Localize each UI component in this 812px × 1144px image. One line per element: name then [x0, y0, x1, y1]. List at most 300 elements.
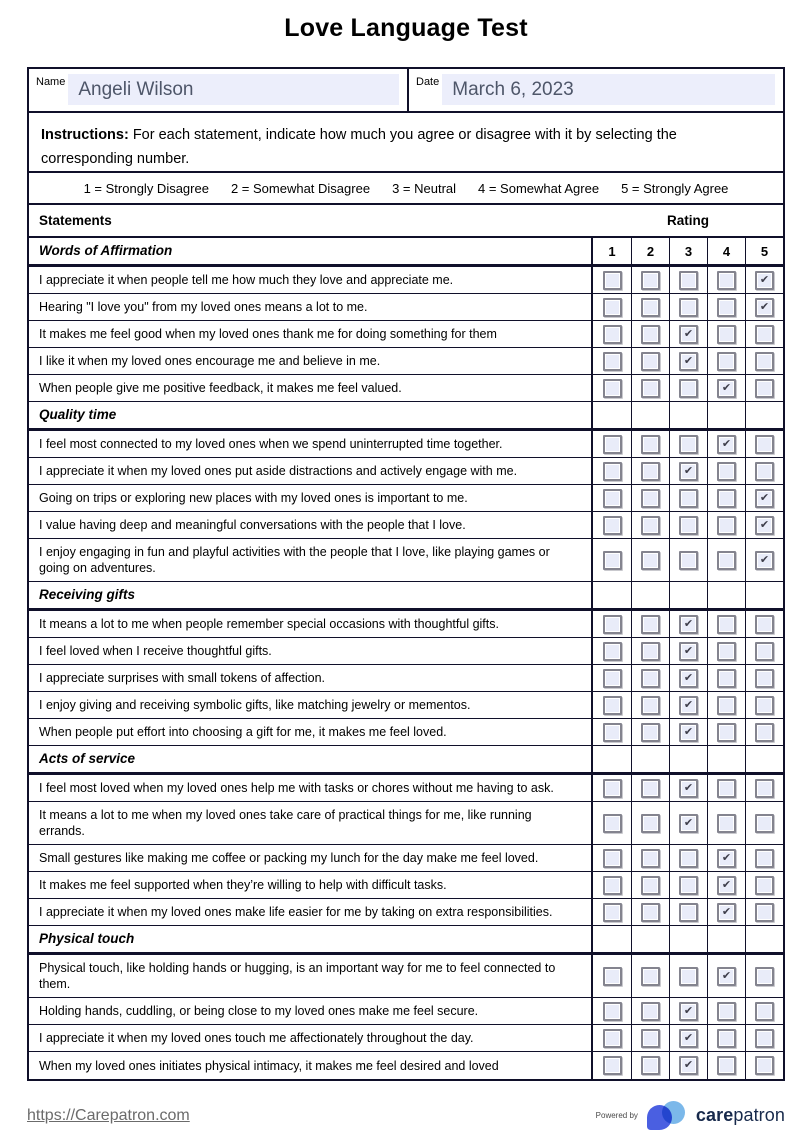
rating-checkbox-1[interactable] [603, 462, 622, 481]
rating-cell-4 [707, 348, 745, 374]
rating-checkbox-2[interactable] [641, 723, 660, 742]
rating-cell-3 [669, 692, 707, 718]
statement-text: Going on trips or exploring new places with my loved ones is important to me. [29, 485, 593, 511]
rating-checkbox-5[interactable] [755, 615, 774, 634]
statement-text: Hearing "I love you" from my loved ones means a lot to me. [29, 294, 593, 320]
rating-cell-1 [593, 1025, 631, 1051]
rating-checkbox-2[interactable] [641, 516, 660, 535]
section-header-words-of-affirmation [29, 238, 783, 267]
rating-checkbox-3-checked[interactable] [679, 696, 698, 715]
section-title: Quality time [29, 402, 593, 428]
rating-cell-1 [593, 955, 631, 997]
instructions-body: For each statement, indicate how much you agree or disagree with it by selecting the corresponding number. [41, 127, 677, 167]
rating-checkbox-4[interactable] [717, 462, 736, 481]
rating-checkbox-4[interactable] [717, 779, 736, 798]
rating-checkbox-1[interactable] [603, 551, 622, 570]
rating-checkbox-3[interactable] [679, 967, 698, 986]
rating-cell-4 [707, 431, 745, 457]
rating-cell-3 [669, 611, 707, 637]
rating-cell-1 [593, 611, 631, 637]
rating-number-4: 4 [707, 238, 745, 264]
instructions-text [29, 113, 783, 173]
rating-cell-1 [593, 458, 631, 484]
rating-checkbox-5[interactable] [755, 903, 774, 922]
rating-cell-1 [593, 719, 631, 745]
rating-cell-4 [707, 872, 745, 898]
rating-cell-3 [669, 872, 707, 898]
carepatron-wordmark: carepatron [695, 1105, 785, 1125]
rating-cell-3 [669, 539, 707, 581]
statement-row [29, 802, 783, 845]
rating-checkbox-4[interactable] [717, 1002, 736, 1021]
scale-legend-item: 1 = Strongly Disagree [83, 180, 209, 196]
rating-checkbox-3-checked[interactable] [679, 779, 698, 798]
rating-cell-2 [631, 872, 669, 898]
section-header-physical-touch [29, 926, 783, 955]
statement-row [29, 294, 783, 321]
rating-checkbox-3-checked[interactable] [679, 814, 698, 833]
rating-checkbox-1[interactable] [603, 271, 622, 290]
rating-checkbox-4-checked[interactable] [717, 903, 736, 922]
rating-cell-1 [593, 802, 631, 844]
statement-text: It means a lot to me when my loved ones take care of practical things for me, like running errands. [29, 802, 593, 844]
rating-checkbox-5[interactable] [755, 435, 774, 454]
rating-column-header: Rating [667, 213, 709, 228]
rating-checkbox-4[interactable] [717, 352, 736, 371]
rating-cell-5 [745, 375, 783, 401]
rating-checkbox-2[interactable] [641, 967, 660, 986]
rating-cell-3 [669, 802, 707, 844]
rating-cell-2 [631, 955, 669, 997]
rating-cell-5 [745, 267, 783, 293]
rating-cell-3 [669, 267, 707, 293]
statement-text: Small gestures like making me coffee or packing my lunch for the day make me feel loved. [29, 845, 593, 871]
rating-checkbox-1[interactable] [603, 642, 622, 661]
empty-rating-cell [669, 926, 707, 952]
statement-text: I feel most loved when my loved ones help me with tasks or chores without me having to ask. [29, 775, 593, 801]
rating-cell-3 [669, 431, 707, 457]
name-date-row [29, 69, 783, 113]
rating-cell-3 [669, 348, 707, 374]
empty-rating-cell [745, 582, 783, 608]
rating-cell-5 [745, 719, 783, 745]
scale-legend-item: 4 = Somewhat Agree [478, 180, 600, 196]
rating-checkbox-5[interactable] [755, 642, 774, 661]
rating-checkbox-3-checked[interactable] [679, 1056, 698, 1075]
rating-checkbox-4-checked[interactable] [717, 967, 736, 986]
rating-cell-4 [707, 267, 745, 293]
rating-checkbox-5[interactable] [755, 1002, 774, 1021]
empty-rating-cell [745, 926, 783, 952]
rating-checkbox-4[interactable] [717, 642, 736, 661]
rating-checkbox-2[interactable] [641, 876, 660, 895]
rating-cell-2 [631, 802, 669, 844]
rating-checkbox-3[interactable] [679, 435, 698, 454]
statement-row [29, 872, 783, 899]
statement-row [29, 539, 783, 582]
empty-rating-cell [707, 746, 745, 772]
rating-cell-3 [669, 665, 707, 691]
rating-checkbox-1[interactable] [603, 903, 622, 922]
rating-checkbox-3-checked[interactable] [679, 615, 698, 634]
rating-cell-4 [707, 955, 745, 997]
empty-rating-cell [669, 746, 707, 772]
rating-checkbox-5-checked[interactable] [755, 271, 774, 290]
rating-cell-5 [745, 1052, 783, 1079]
rating-checkbox-3[interactable] [679, 849, 698, 868]
rating-cell-2 [631, 899, 669, 925]
rating-cell-2 [631, 294, 669, 320]
section-header-receiving-gifts [29, 582, 783, 611]
rating-checkbox-2[interactable] [641, 462, 660, 481]
rating-cell-5 [745, 294, 783, 320]
statement-text: It makes me feel good when my loved ones thank me for doing something for them [29, 321, 593, 347]
name-field-cell [29, 69, 407, 111]
rating-checkbox-5-checked[interactable] [755, 516, 774, 535]
statement-text: When my loved ones initiates physical intimacy, it makes me feel desired and loved [29, 1052, 593, 1079]
rating-checkbox-4[interactable] [717, 615, 736, 634]
carepatron-brand [596, 1101, 785, 1130]
rating-cell-1 [593, 431, 631, 457]
rating-cell-1 [593, 872, 631, 898]
rating-cell-2 [631, 321, 669, 347]
rating-cell-4 [707, 485, 745, 511]
rating-checkbox-3-checked[interactable] [679, 642, 698, 661]
empty-rating-cell [631, 582, 669, 608]
rating-checkbox-4[interactable] [717, 696, 736, 715]
rating-checkbox-5[interactable] [755, 696, 774, 715]
rating-checkbox-1[interactable] [603, 352, 622, 371]
rating-checkbox-3[interactable] [679, 876, 698, 895]
rating-checkbox-2[interactable] [641, 1056, 660, 1075]
rating-checkbox-5[interactable] [755, 462, 774, 481]
rating-checkbox-3[interactable] [679, 903, 698, 922]
statement-text: Physical touch, like holding hands or hugging, is an important way for me to feel connected to them. [29, 955, 593, 997]
carepatron-logo-icon [647, 1101, 687, 1130]
rating-cell-2 [631, 1025, 669, 1051]
rating-checkbox-2[interactable] [641, 435, 660, 454]
rating-cell-2 [631, 775, 669, 801]
rating-checkbox-3-checked[interactable] [679, 723, 698, 742]
rating-cell-2 [631, 845, 669, 871]
statement-text: It means a lot to me when people remember special occasions with thoughtful gifts. [29, 611, 593, 637]
rating-checkbox-2[interactable] [641, 849, 660, 868]
name-label: Name [36, 76, 66, 88]
rating-checkbox-2[interactable] [641, 325, 660, 344]
rating-checkbox-2[interactable] [641, 779, 660, 798]
rating-cell-5 [745, 485, 783, 511]
rating-cell-3 [669, 294, 707, 320]
statement-text: When people put effort into choosing a gift for me, it makes me feel loved. [29, 719, 593, 745]
rating-number-1: 1 [608, 243, 616, 259]
rating-checkbox-2[interactable] [641, 1029, 660, 1048]
rating-checkbox-4[interactable] [717, 516, 736, 535]
rating-checkbox-1[interactable] [603, 779, 622, 798]
rating-checkbox-4[interactable] [717, 271, 736, 290]
rating-cell-5 [745, 1025, 783, 1051]
rating-cell-5 [745, 458, 783, 484]
rating-checkbox-1[interactable] [603, 876, 622, 895]
rating-checkbox-5[interactable] [755, 967, 774, 986]
statement-text: Holding hands, cuddling, or being close to my loved ones make me feel secure. [29, 998, 593, 1024]
rating-cell-1 [593, 1052, 631, 1079]
rating-cell-5 [745, 512, 783, 538]
rating-checkbox-5-checked[interactable] [755, 489, 774, 508]
rating-checkbox-1[interactable] [603, 489, 622, 508]
rating-checkbox-5[interactable] [755, 669, 774, 688]
rating-checkbox-4[interactable] [717, 325, 736, 344]
rating-cell-3 [669, 638, 707, 664]
statement-row [29, 321, 783, 348]
carepatron-link[interactable]: https://Carepatron.com [27, 1106, 190, 1124]
empty-rating-cell [669, 582, 707, 608]
statement-row [29, 458, 783, 485]
rating-checkbox-4[interactable] [717, 723, 736, 742]
instructions-label: Instructions: [41, 127, 129, 143]
rating-checkbox-4-checked[interactable] [717, 849, 736, 868]
rating-cell-1 [593, 294, 631, 320]
statement-row [29, 665, 783, 692]
empty-rating-cell [669, 402, 707, 428]
date-label: Date [416, 76, 440, 88]
rating-checkbox-3[interactable] [679, 489, 698, 508]
rating-checkbox-2[interactable] [641, 615, 660, 634]
rating-checkbox-3-checked[interactable] [679, 669, 698, 688]
rating-checkbox-2[interactable] [641, 642, 660, 661]
rating-cell-5 [745, 321, 783, 347]
rating-checkbox-1[interactable] [603, 967, 622, 986]
rating-checkbox-4[interactable] [717, 669, 736, 688]
rating-cell-5 [745, 665, 783, 691]
rating-checkbox-5[interactable] [755, 814, 774, 833]
rating-checkbox-1[interactable] [603, 723, 622, 742]
rating-number-2: 2 [631, 238, 669, 264]
rating-cell-5 [745, 692, 783, 718]
rating-checkbox-1[interactable] [603, 849, 622, 868]
rating-checkbox-2[interactable] [641, 352, 660, 371]
rating-checkbox-1[interactable] [603, 669, 622, 688]
rating-checkbox-2[interactable] [641, 551, 660, 570]
statement-row [29, 775, 783, 802]
statement-row [29, 845, 783, 872]
powered-by-label: Powered by [595, 1111, 638, 1120]
rating-cell-4 [707, 458, 745, 484]
table-header-row [29, 205, 783, 238]
rating-cell-2 [631, 431, 669, 457]
rating-cell-2 [631, 998, 669, 1024]
rating-checkbox-2[interactable] [641, 379, 660, 398]
rating-checkbox-1[interactable] [603, 1056, 622, 1075]
rating-checkbox-4[interactable] [717, 298, 736, 317]
empty-rating-cell [593, 926, 631, 952]
statement-row [29, 1052, 783, 1079]
rating-cell-4 [707, 1025, 745, 1051]
rating-checkbox-4[interactable] [717, 1029, 736, 1048]
statement-row [29, 485, 783, 512]
rating-cell-2 [631, 539, 669, 581]
rating-cell-1 [593, 845, 631, 871]
statement-text: I enjoy giving and receiving symbolic gifts, like matching jewelry or mementos. [29, 692, 593, 718]
rating-checkbox-2[interactable] [641, 271, 660, 290]
statements-table-body [29, 238, 783, 1079]
rating-checkbox-5[interactable] [755, 1029, 774, 1048]
rating-checkbox-5[interactable] [755, 876, 774, 895]
rating-checkbox-3-checked[interactable] [679, 352, 698, 371]
rating-checkbox-5-checked[interactable] [755, 551, 774, 570]
rating-checkbox-5[interactable] [755, 1056, 774, 1075]
scale-legend-item: 2 = Somewhat Disagree [230, 180, 371, 196]
statement-text: I appreciate it when my loved ones touch me affectionately throughout the day. [29, 1025, 593, 1051]
page-title: Love Language Test [284, 14, 528, 42]
rating-checkbox-3-checked[interactable] [679, 1029, 698, 1048]
statement-row [29, 638, 783, 665]
statement-row [29, 348, 783, 375]
rating-scale-legend [29, 173, 783, 205]
rating-cell-4 [707, 321, 745, 347]
section-header-acts-of-service [29, 746, 783, 775]
rating-cell-4 [707, 998, 745, 1024]
scale-legend-item: 3 = Neutral [392, 180, 457, 196]
rating-checkbox-2[interactable] [641, 903, 660, 922]
statement-text: I feel loved when I receive thoughtful gifts. [29, 638, 593, 664]
rating-checkbox-1[interactable] [603, 1002, 622, 1021]
rating-checkbox-1[interactable] [603, 325, 622, 344]
rating-checkbox-3[interactable] [679, 379, 698, 398]
rating-cell-4 [707, 638, 745, 664]
rating-checkbox-4-checked[interactable] [717, 435, 736, 454]
name-input[interactable]: Angeli Wilson [68, 74, 399, 105]
rating-checkbox-2[interactable] [641, 489, 660, 508]
rating-checkbox-1[interactable] [603, 435, 622, 454]
rating-cell-3 [669, 1052, 707, 1079]
section-title: Receiving gifts [29, 582, 593, 608]
empty-rating-cell [631, 926, 669, 952]
rating-checkbox-5[interactable] [755, 849, 774, 868]
rating-checkbox-3[interactable] [679, 271, 698, 290]
rating-cell-2 [631, 267, 669, 293]
rating-cell-1 [593, 638, 631, 664]
rating-cell-3 [669, 719, 707, 745]
empty-rating-cell [707, 582, 745, 608]
statement-text: It makes me feel supported when they’re willing to help with difficult tasks. [29, 872, 593, 898]
rating-checkbox-5[interactable] [755, 779, 774, 798]
rating-checkbox-2[interactable] [641, 669, 660, 688]
rating-checkbox-4[interactable] [717, 814, 736, 833]
rating-cell-1 [593, 512, 631, 538]
rating-number-3: 3 [669, 238, 707, 264]
statement-text: I appreciate surprises with small tokens of affection. [29, 665, 593, 691]
rating-cell-3 [669, 899, 707, 925]
rating-cell-4 [707, 719, 745, 745]
empty-rating-cell [707, 926, 745, 952]
rating-cell-5 [745, 802, 783, 844]
rating-cell-4 [707, 802, 745, 844]
rating-checkbox-2[interactable] [641, 1002, 660, 1021]
rating-cell-4 [707, 775, 745, 801]
rating-checkbox-1[interactable] [603, 379, 622, 398]
section-title: Words of Affirmation [29, 238, 593, 264]
rating-checkbox-2[interactable] [641, 696, 660, 715]
statement-text: I feel most connected to my loved ones when we spend uninterrupted time together. [29, 431, 593, 457]
rating-cell-1 [593, 692, 631, 718]
rating-checkbox-5[interactable] [755, 325, 774, 344]
section-title: Physical touch [29, 926, 593, 952]
empty-rating-cell [707, 402, 745, 428]
rating-checkbox-5[interactable] [755, 723, 774, 742]
rating-cell-1 [593, 665, 631, 691]
rating-cell-3 [669, 375, 707, 401]
rating-cell-4 [707, 539, 745, 581]
rating-checkbox-5[interactable] [755, 379, 774, 398]
rating-cell-3 [669, 512, 707, 538]
statement-text: I value having deep and meaningful conversations with the people that I love. [29, 512, 593, 538]
statement-text: I like it when my loved ones encourage me and believe in me. [29, 348, 593, 374]
rating-checkbox-4[interactable] [717, 1056, 736, 1075]
rating-checkbox-3[interactable] [679, 551, 698, 570]
rating-checkbox-4-checked[interactable] [717, 379, 736, 398]
statement-text: I appreciate it when my loved ones make life easier for me by taking on extra responsibilities. [29, 899, 593, 925]
rating-checkbox-5[interactable] [755, 352, 774, 371]
statement-text: I appreciate it when people tell me how much they love and appreciate me. [29, 267, 593, 293]
rating-checkbox-1[interactable] [603, 516, 622, 535]
rating-cell-4 [707, 611, 745, 637]
rating-checkbox-1[interactable] [603, 615, 622, 634]
rating-checkbox-4-checked[interactable] [717, 876, 736, 895]
rating-cell-5 [745, 872, 783, 898]
rating-cell-4 [707, 845, 745, 871]
rating-checkbox-3[interactable] [679, 516, 698, 535]
rating-cell-3 [669, 1025, 707, 1051]
rating-cell-1 [593, 485, 631, 511]
rating-cell-5 [745, 845, 783, 871]
rating-cell-3 [669, 485, 707, 511]
empty-rating-cell [631, 746, 669, 772]
rating-checkbox-4[interactable] [717, 551, 736, 570]
rating-cell-3 [669, 321, 707, 347]
rating-checkbox-1[interactable] [603, 696, 622, 715]
rating-cell-2 [631, 458, 669, 484]
rating-checkbox-5-checked[interactable] [755, 298, 774, 317]
rating-checkbox-3[interactable] [679, 298, 698, 317]
date-field-cell [407, 69, 783, 111]
rating-checkbox-3-checked[interactable] [679, 325, 698, 344]
statement-text: I enjoy engaging in fun and playful activities with the people that I love, like playing games or going on adventures. [29, 539, 593, 581]
statement-row [29, 998, 783, 1025]
rating-cell-3 [669, 998, 707, 1024]
rating-cell-4 [707, 1052, 745, 1079]
rating-cell-4 [707, 512, 745, 538]
rating-number-5: 5 [745, 238, 783, 264]
rating-checkbox-1[interactable] [603, 814, 622, 833]
date-input[interactable]: March 6, 2023 [442, 74, 775, 105]
rating-cell-4 [707, 692, 745, 718]
rating-cell-4 [707, 375, 745, 401]
rating-cell-1 [593, 375, 631, 401]
rating-checkbox-2[interactable] [641, 814, 660, 833]
rating-checkbox-3-checked[interactable] [679, 462, 698, 481]
rating-cell-2 [631, 638, 669, 664]
rating-checkbox-1[interactable] [603, 298, 622, 317]
rating-checkbox-3-checked[interactable] [679, 1002, 698, 1021]
rating-cell-4 [707, 294, 745, 320]
rating-cell-5 [745, 775, 783, 801]
rating-cell-2 [631, 348, 669, 374]
rating-checkbox-2[interactable] [641, 298, 660, 317]
statement-text: I appreciate it when my loved ones put aside distractions and actively engage with me. [29, 458, 593, 484]
rating-checkbox-1[interactable] [603, 1029, 622, 1048]
rating-cell-5 [745, 899, 783, 925]
rating-checkbox-4[interactable] [717, 489, 736, 508]
